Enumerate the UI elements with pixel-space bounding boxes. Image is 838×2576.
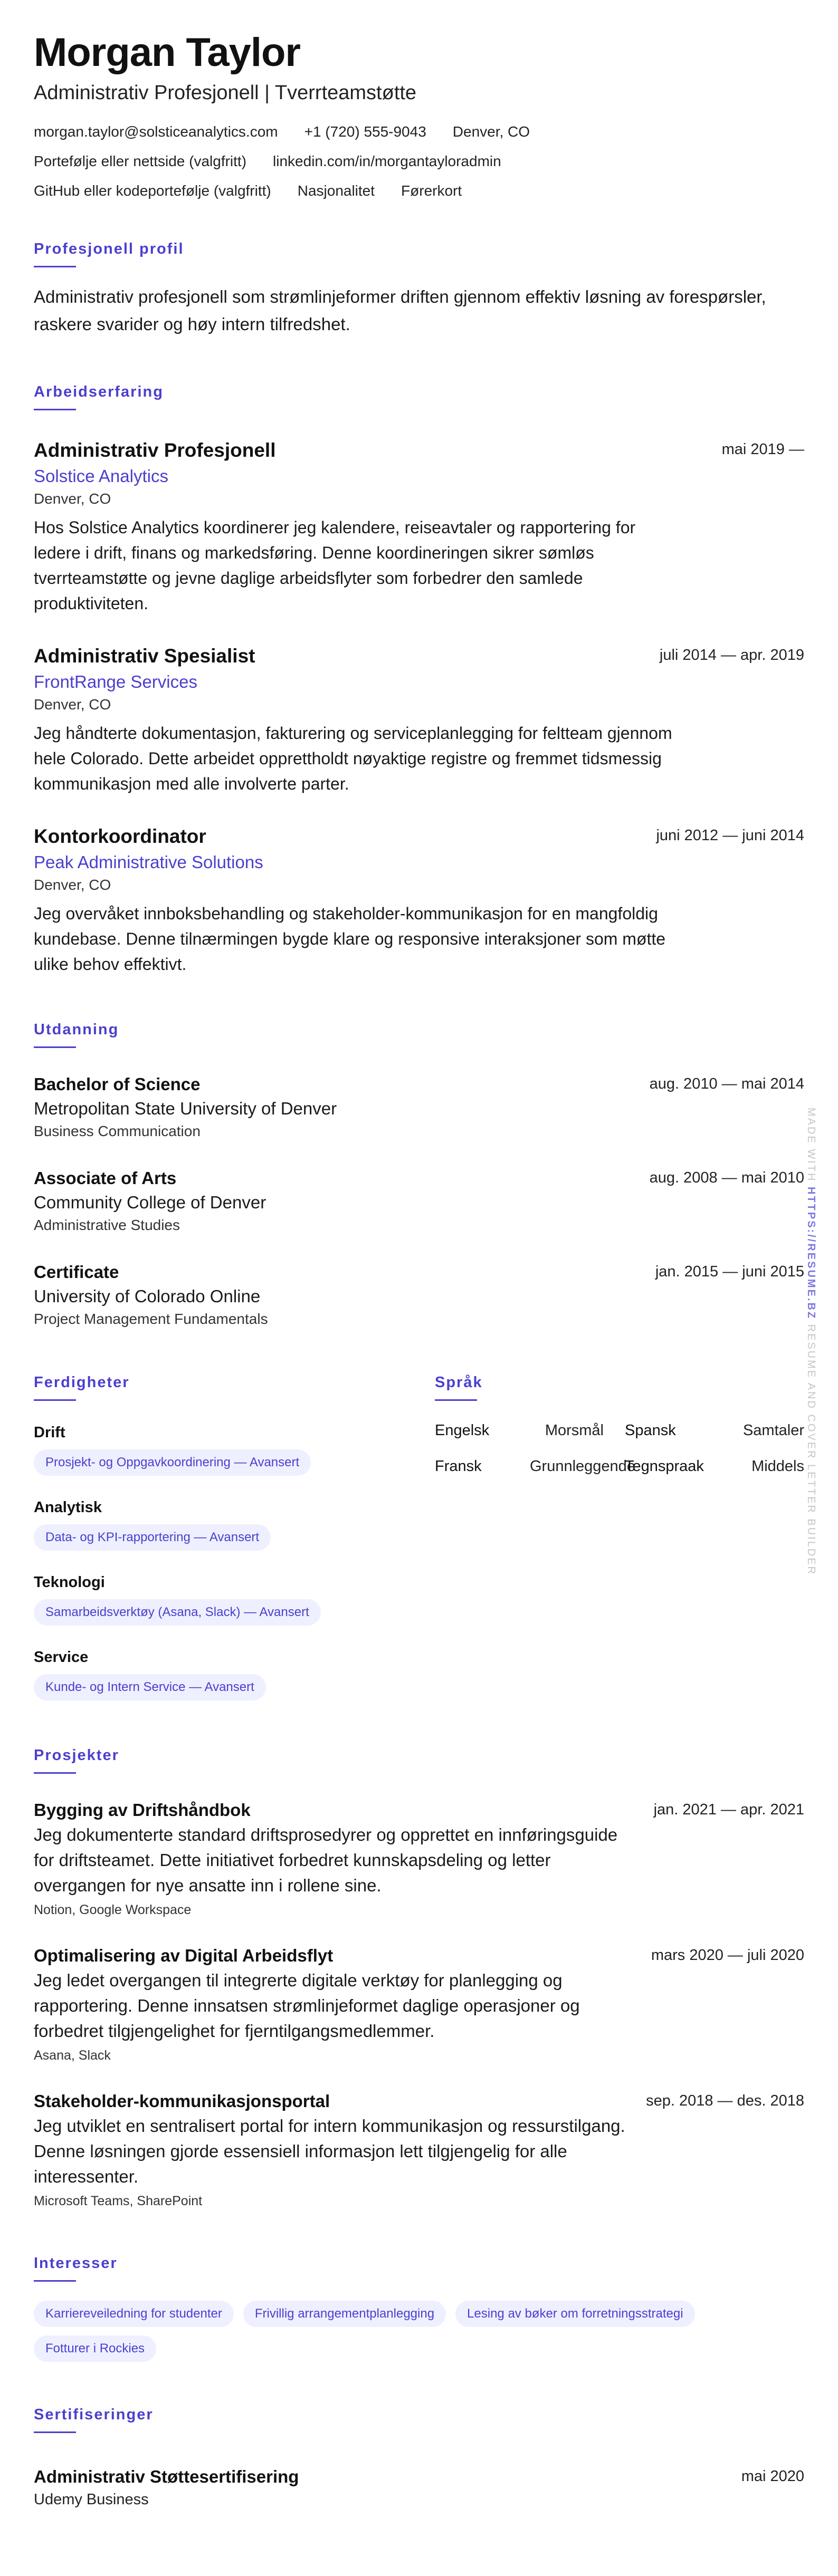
language-level: Middels (751, 1458, 804, 1475)
project-date: sep. 2018 — des. 2018 (646, 2092, 804, 2109)
profile-section (34, 238, 804, 338)
education-school: Metropolitan State University of Denver (34, 1099, 337, 1118)
skill-category: Service (34, 1649, 89, 1666)
watermark-link[interactable]: HTTPS://RESUME.BZ (805, 1187, 817, 1320)
job-description: Jeg håndterte dokumentasjon, fakturering og serviceplanlegging for feltteam gjennom hele Colorado. Dette arbeidet opprettholdt nøyaktige registre og fremmet tidsmessig kommunikasjon med alle involverte parter. (34, 724, 672, 793)
contact-row-2 (34, 151, 804, 172)
project-date: mars 2020 — juli 2020 (651, 1947, 804, 1964)
education-entry (34, 1072, 804, 1142)
candidate-headline: Administrativ Profesjonell | Tverrteamstøtte (34, 82, 417, 104)
job-entry (34, 823, 804, 977)
job-description: Jeg overvåket innboksbehandling og stakeholder-kommunikasjon for en mangfoldig kundebase. Denne tilnærmingen bygde klare og responsive interaksjoner som møtte ulike behov effektivt. (34, 904, 666, 974)
project-tools: Microsoft Teams, SharePoint (34, 2194, 203, 2208)
project-entry (34, 2089, 804, 2210)
certification-issuer: Udemy Business (34, 2491, 149, 2508)
portfolio-link[interactable]: Portefølje eller nettside (valgfritt) (34, 153, 247, 169)
project-title: Bygging av Driftshåndbok (34, 1800, 251, 1820)
section-title: Prosjekter (34, 1747, 119, 1764)
section-divider (34, 266, 76, 267)
project-description: Jeg dokumenterte standard driftsprosedyrer og opprettet en innføringsguide for driftsteamet. Dette initiativet forbedret kunnskapsdeling og letter overgangen for nye ansatte inn i rollene sine. (34, 1825, 618, 1895)
project-tools: Asana, Slack (34, 2048, 111, 2063)
certifications-section (34, 2404, 804, 2510)
interest-pill: Lesing av bøker om forretningsstrategi (455, 2301, 695, 2327)
section-divider (34, 1046, 76, 1048)
job-entry (34, 437, 804, 616)
language-name: Fransk (435, 1458, 482, 1475)
linkedin-link[interactable]: linkedin.com/in/morgantayloradmin (273, 153, 501, 169)
candidate-name: Morgan Taylor (34, 30, 300, 75)
job-date: mai 2019 — (721, 441, 804, 458)
job-description: Hos Solstice Analytics koordinerer jeg kalendere, reiseavtaler og rapportering for ledere i drift, finans og markedsføring. Denne koordineringen sikrer sømløs tverrteamstøtte og jevne daglige arbeidsflyter som forbedrer den samlede produktiviteten. (34, 518, 636, 613)
certification-entry (34, 2465, 804, 2510)
watermark-suffix: RESUME AND COVER LETTER BUILDER (805, 1324, 817, 1576)
project-entry (34, 1944, 804, 2065)
education-school: University of Colorado Online (34, 1286, 261, 1306)
skills-section (34, 1372, 435, 1700)
job-company: FrontRange Services (34, 672, 197, 691)
skill-group (34, 1572, 435, 1626)
skill-category: Teknologi (34, 1574, 105, 1591)
section-title: Profesjonell profil (34, 241, 184, 257)
job-title: Administrativ Profesjonell (34, 439, 276, 461)
watermark-prefix: MADE WITH (805, 1108, 817, 1183)
section-title: Språk (435, 1374, 483, 1391)
interest-pill: Fotturer i Rockies (34, 2335, 156, 2362)
language-level: Morsmål (545, 1422, 604, 1439)
interest-pill: Frivillig arrangementplanlegging (243, 2301, 446, 2327)
project-title: Stakeholder-kommunikasjonsportal (34, 2091, 330, 2111)
project-description: Jeg ledet overgangen til integrerte digitale verktøy for planlegging og rapportering. Denne innsatsen strømlinjeformet daglige operasjoner og forbedret tilgjengelighet for fjerntilgangsmedlemmer. (34, 1971, 580, 2041)
job-location: Denver, CO (34, 877, 111, 893)
education-entry (34, 1166, 804, 1236)
language-level: Samtaler (742, 1422, 804, 1439)
language-name: Spansk (625, 1422, 676, 1439)
job-company: Solstice Analytics (34, 466, 168, 486)
interests-list (34, 2301, 773, 2362)
education-field: Business Communication (34, 1123, 201, 1139)
certification-title: Administrativ Støttesertifisering (34, 2467, 299, 2486)
project-date: jan. 2021 — apr. 2021 (653, 1801, 804, 1818)
nationality-text: Nasjonalitet (297, 182, 375, 199)
resume-page (34, 27, 804, 2510)
education-entry (34, 1260, 804, 1330)
job-location: Denver, CO (34, 696, 111, 713)
project-description: Jeg utviklet en sentralisert portal for intern kommunikasjon og ressurstilgang. Denne løsningen gjorde essensiell informasjon lett tilgjengelig for alle interessenter. (34, 2116, 625, 2186)
language-level: Grunnleggende (530, 1458, 635, 1475)
education-degree: Bachelor of Science (34, 1074, 201, 1094)
job-title: Kontorkoordinator (34, 825, 206, 847)
section-title: Sertifiseringer (34, 2406, 154, 2423)
section-title: Ferdigheter (34, 1374, 130, 1391)
section-divider (34, 1772, 76, 1774)
education-field: Administrative Studies (34, 1217, 180, 1233)
language-name: Engelsk (435, 1422, 490, 1439)
education-degree: Certificate (34, 1262, 119, 1282)
skill-pill: Data- og KPI-rapportering — Avansert (34, 1524, 271, 1551)
section-divider (34, 2431, 76, 2433)
email-link[interactable]: morgan.taylor@solsticeanalytics.com (34, 123, 278, 140)
interests-section (34, 2253, 804, 2362)
job-title: Administrativ Spesialist (34, 645, 255, 667)
skill-group (34, 1647, 435, 1700)
location-text: Denver, CO (452, 123, 530, 140)
job-date: juli 2014 — apr. 2019 (659, 647, 804, 664)
section-divider (34, 409, 76, 410)
job-date: juni 2012 — juni 2014 (656, 827, 804, 844)
project-entry (34, 1798, 804, 1919)
skill-pill: Samarbeidsverktøy (Asana, Slack) — Avansert (34, 1599, 321, 1626)
education-date: aug. 2010 — mai 2014 (649, 1075, 804, 1092)
phone-link[interactable]: +1 (720) 555-9043 (304, 123, 426, 140)
skill-pill: Kunde- og Intern Service — Avansert (34, 1674, 266, 1700)
contact-row-1 (34, 121, 804, 142)
education-section (34, 1019, 804, 1330)
section-divider (435, 1399, 477, 1401)
certification-date: mai 2020 (741, 2468, 804, 2485)
education-degree: Associate of Arts (34, 1168, 177, 1188)
skill-category: Drift (34, 1424, 65, 1441)
job-location: Denver, CO (34, 491, 111, 507)
experience-section (34, 381, 804, 977)
github-link[interactable]: GitHub eller kodeportefølje (valgfritt) (34, 182, 271, 199)
contact-row-3 (34, 180, 804, 201)
project-tools: Notion, Google Workspace (34, 1902, 192, 1917)
section-title: Arbeidserfaring (34, 383, 164, 400)
education-date: aug. 2008 — mai 2010 (649, 1169, 804, 1186)
languages-section (435, 1372, 804, 1700)
projects-section (34, 1745, 804, 2210)
education-date: jan. 2015 — juni 2015 (655, 1263, 804, 1280)
skill-group (34, 1422, 435, 1476)
languages-grid (435, 1420, 804, 1477)
section-title: Utdanning (34, 1021, 119, 1038)
job-entry (34, 642, 804, 796)
skill-category: Analytisk (34, 1499, 102, 1516)
job-company: Peak Administrative Solutions (34, 852, 263, 872)
interest-pill: Karriereveiledning for studenter (34, 2301, 234, 2327)
education-field: Project Management Fundamentals (34, 1311, 268, 1327)
skill-pill: Prosjekt- og Oppgavkoordinering — Avansert (34, 1449, 311, 1476)
language-name: Tegnspraak (625, 1458, 704, 1475)
section-divider (34, 2280, 76, 2282)
builder-watermark (805, 1108, 817, 1575)
skills-languages-row (34, 1372, 804, 1700)
section-divider (34, 1399, 76, 1401)
education-school: Community College of Denver (34, 1193, 266, 1212)
skill-group (34, 1497, 435, 1551)
project-title: Optimalisering av Digital Arbeidsflyt (34, 1946, 334, 1965)
section-title: Interesser (34, 2255, 118, 2272)
drivers-license-text: Førerkort (401, 182, 462, 199)
profile-summary: Administrativ profesjonell som strømlinjeformer driften gjennom effektiv løsning av forespørsler, raskere svarider og høy intern tilfredshet. (34, 287, 766, 334)
